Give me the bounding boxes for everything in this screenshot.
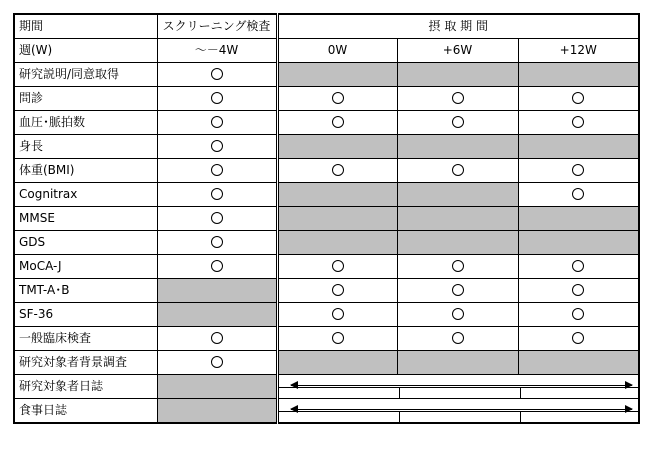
- row-label: TMT-A･B: [14, 279, 157, 303]
- table-row: [14, 231, 639, 255]
- row-label: MoCA-J: [14, 255, 157, 279]
- circle-marker: [572, 188, 584, 200]
- week-0: 0W: [277, 39, 397, 63]
- arrowhead-right-icon: [625, 405, 633, 413]
- circle-marker: [452, 92, 464, 104]
- cell-week-12: [518, 231, 639, 255]
- circle-marker: [572, 332, 584, 344]
- cell-screening: [157, 87, 277, 111]
- intake-span-cell: [277, 399, 639, 424]
- header-row: [14, 14, 639, 39]
- circle-marker: [332, 116, 344, 128]
- circle-marker: [572, 164, 584, 176]
- cell-week-12: [518, 207, 639, 231]
- cell-week-12: [518, 351, 639, 375]
- circle-marker: [332, 284, 344, 296]
- cell-screening: [157, 399, 277, 424]
- row-label: SF-36: [14, 303, 157, 327]
- table-row: [14, 63, 639, 87]
- circle-marker: [332, 332, 344, 344]
- row-label: 研究説明/同意取得: [14, 63, 157, 87]
- circle-marker: [572, 308, 584, 320]
- cell-week-0: [277, 159, 397, 183]
- cell-week-6: [397, 63, 518, 87]
- table-row: [14, 279, 639, 303]
- table-row: [14, 255, 639, 279]
- cell-week-0: [277, 231, 397, 255]
- arrowhead-left-icon: [290, 405, 298, 413]
- circle-marker: [211, 116, 223, 128]
- cell-week-12: [518, 327, 639, 351]
- cell-week-12: [518, 87, 639, 111]
- cell-week-0: [277, 351, 397, 375]
- circle-marker: [572, 116, 584, 128]
- cell-week-6: [397, 111, 518, 135]
- circle-marker: [452, 308, 464, 320]
- schedule-table: [13, 13, 640, 424]
- cell-week-0: [277, 279, 397, 303]
- cell-split-line: [279, 411, 639, 412]
- week-6: +6W: [397, 39, 518, 63]
- cell-week-12: [518, 159, 639, 183]
- cell-screening: [157, 303, 277, 327]
- row-label: 問診: [14, 87, 157, 111]
- column-divider: [399, 387, 400, 398]
- cell-week-6: [397, 327, 518, 351]
- circle-marker: [211, 188, 223, 200]
- row-label: MMSE: [14, 207, 157, 231]
- cell-screening: [157, 255, 277, 279]
- cell-week-12: [518, 111, 639, 135]
- cell-week-12: [518, 279, 639, 303]
- cell-week-0: [277, 327, 397, 351]
- table-row: [14, 327, 639, 351]
- circle-marker: [211, 212, 223, 224]
- table-row: [14, 159, 639, 183]
- circle-marker: [452, 164, 464, 176]
- circle-marker: [452, 260, 464, 272]
- arrowhead-right-icon: [625, 381, 633, 389]
- circle-marker: [211, 332, 223, 344]
- cell-week-0: [277, 135, 397, 159]
- cell-week-6: [397, 135, 518, 159]
- row-label: 身長: [14, 135, 157, 159]
- cell-week-6: [397, 255, 518, 279]
- table-row: [14, 207, 639, 231]
- table-row: [14, 183, 639, 207]
- cell-week-0: [277, 255, 397, 279]
- cell-screening: [157, 375, 277, 399]
- double-arrow-icon: [291, 385, 633, 386]
- cell-week-0: [277, 183, 397, 207]
- cell-week-6: [397, 159, 518, 183]
- cell-week-12: [518, 303, 639, 327]
- cell-screening: [157, 351, 277, 375]
- table-row: [14, 399, 639, 424]
- cell-week-6: [397, 183, 518, 207]
- table-row: [14, 303, 639, 327]
- row-label: 一般臨床検査: [14, 327, 157, 351]
- circle-marker: [452, 332, 464, 344]
- circle-marker: [332, 260, 344, 272]
- table-row: [14, 351, 639, 375]
- cell-screening: [157, 207, 277, 231]
- circle-marker: [572, 260, 584, 272]
- cell-week-12: [518, 183, 639, 207]
- circle-marker: [211, 164, 223, 176]
- table-row: [14, 111, 639, 135]
- cell-screening: [157, 111, 277, 135]
- cell-week-6: [397, 351, 518, 375]
- circle-marker: [211, 140, 223, 152]
- circle-marker: [452, 116, 464, 128]
- intake-period-header: 摂 取 期 間: [277, 14, 639, 39]
- circle-marker: [332, 164, 344, 176]
- table-row: [14, 135, 639, 159]
- cell-screening: [157, 63, 277, 87]
- cell-week-0: [277, 87, 397, 111]
- circle-marker: [572, 92, 584, 104]
- cell-week-0: [277, 207, 397, 231]
- cell-screening: [157, 183, 277, 207]
- week-label: 週(W): [14, 39, 157, 63]
- cell-week-12: [518, 135, 639, 159]
- cell-split-line: [279, 387, 639, 388]
- cell-screening: [157, 279, 277, 303]
- week-row: [14, 39, 639, 63]
- screening-header: スクリーニング検査: [157, 14, 277, 39]
- circle-marker: [572, 284, 584, 296]
- cell-week-0: [277, 63, 397, 87]
- cell-week-0: [277, 303, 397, 327]
- arrowhead-left-icon: [290, 381, 298, 389]
- cell-screening: [157, 231, 277, 255]
- cell-week-6: [397, 87, 518, 111]
- cell-week-6: [397, 303, 518, 327]
- circle-marker: [211, 260, 223, 272]
- cell-week-0: [277, 111, 397, 135]
- week-screening: ～－4W: [157, 39, 277, 63]
- cell-screening: [157, 135, 277, 159]
- table-row: [14, 375, 639, 399]
- column-divider: [520, 411, 521, 422]
- circle-marker: [332, 92, 344, 104]
- row-label: 研究対象者背景調査: [14, 351, 157, 375]
- cell-screening: [157, 327, 277, 351]
- column-divider: [399, 411, 400, 422]
- cell-week-6: [397, 231, 518, 255]
- circle-marker: [211, 356, 223, 368]
- double-arrow-icon: [291, 409, 633, 410]
- cell-week-6: [397, 279, 518, 303]
- period-header: 期間: [14, 14, 157, 39]
- circle-marker: [211, 92, 223, 104]
- column-divider: [520, 387, 521, 398]
- cell-week-12: [518, 255, 639, 279]
- row-label: GDS: [14, 231, 157, 255]
- row-label: 研究対象者日誌: [14, 375, 157, 399]
- circle-marker: [211, 236, 223, 248]
- circle-marker: [452, 284, 464, 296]
- row-label: 食事日誌: [14, 399, 157, 424]
- circle-marker: [332, 308, 344, 320]
- circle-marker: [211, 68, 223, 80]
- intake-span-cell: [277, 375, 639, 399]
- row-label: 血圧･脈拍数: [14, 111, 157, 135]
- week-12: +12W: [518, 39, 639, 63]
- table-row: [14, 87, 639, 111]
- row-label: 体重(BMI): [14, 159, 157, 183]
- row-label: Cognitrax: [14, 183, 157, 207]
- cell-week-12: [518, 63, 639, 87]
- cell-week-6: [397, 207, 518, 231]
- cell-screening: [157, 159, 277, 183]
